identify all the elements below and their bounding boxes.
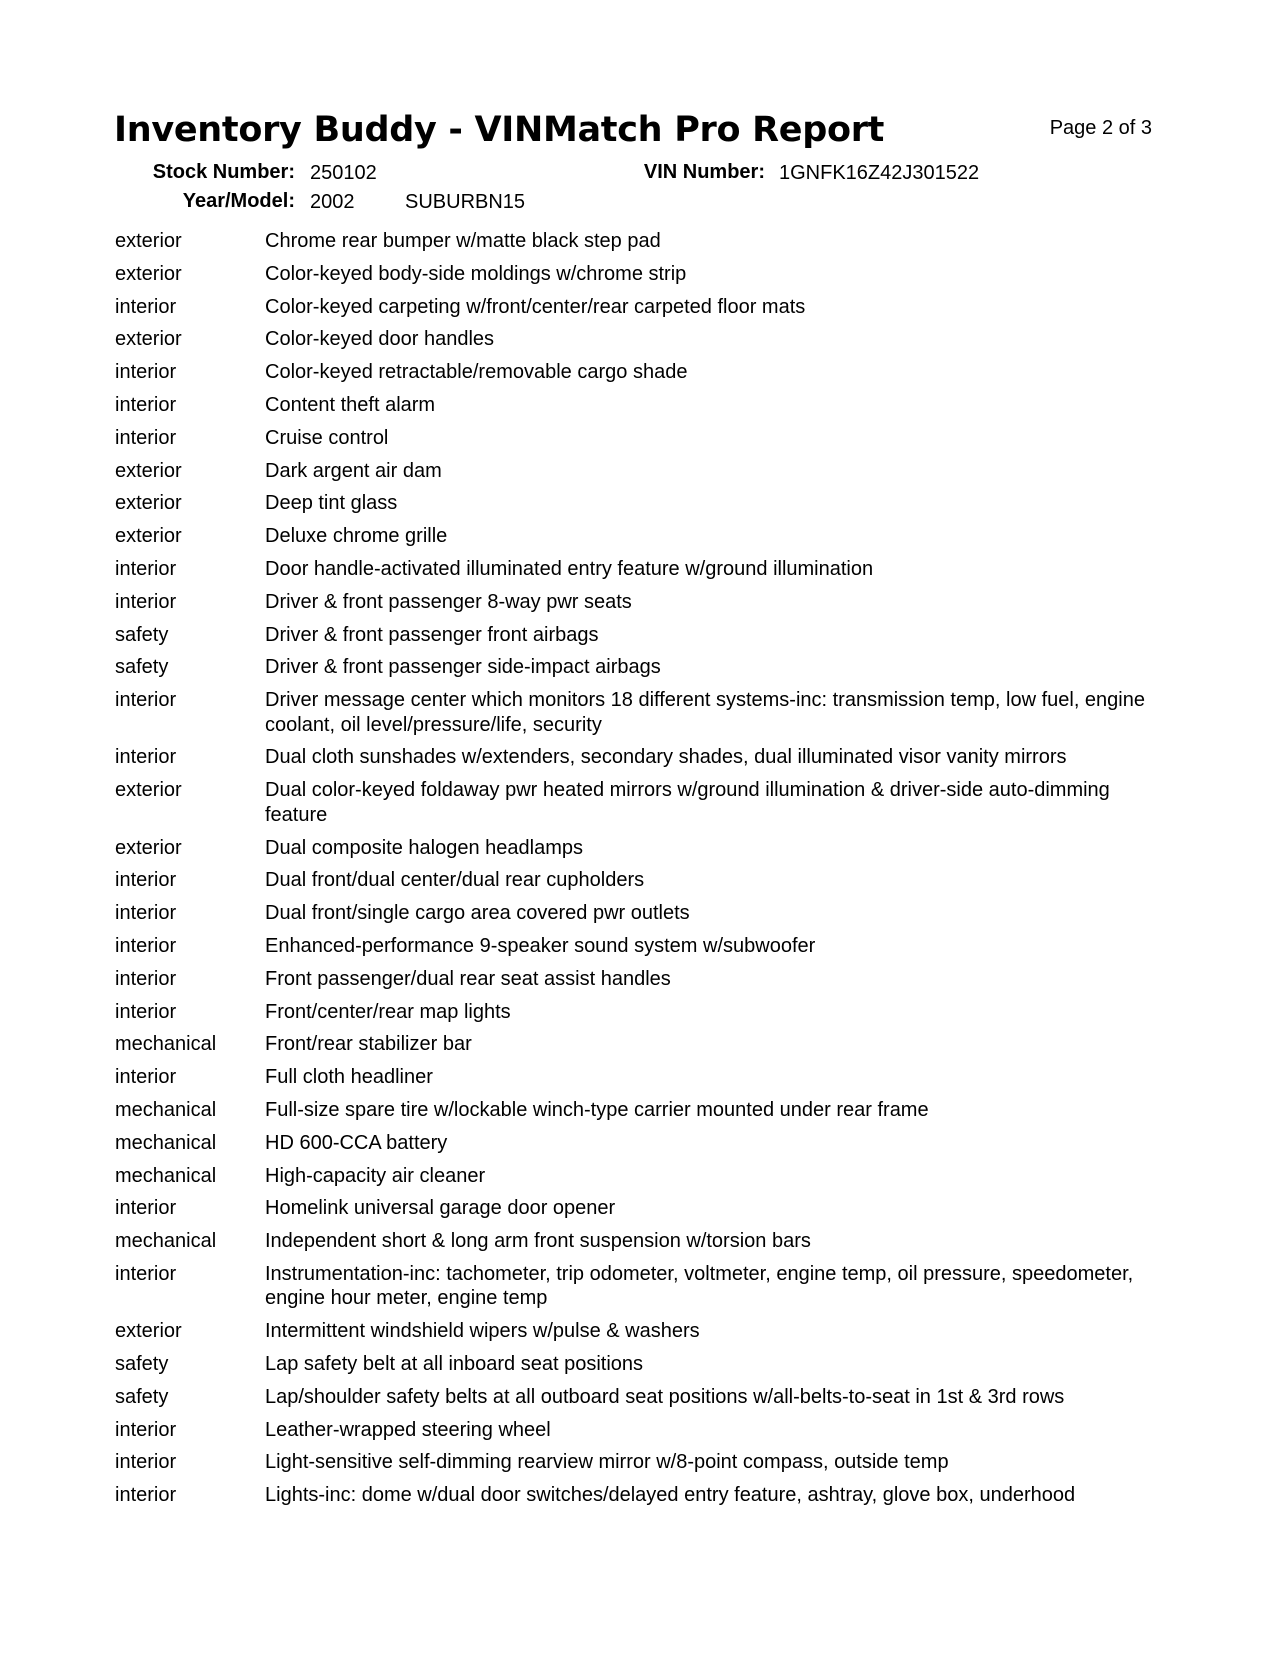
feature-category: interior bbox=[115, 1066, 177, 1089]
stock-number-value: 250102 bbox=[310, 162, 377, 184]
feature-row bbox=[115, 1032, 1165, 1065]
feature-row bbox=[115, 557, 1165, 590]
feature-category: interior bbox=[115, 361, 177, 384]
feature-description: Cruise control bbox=[265, 426, 389, 449]
model-value: SUBURBN15 bbox=[405, 191, 526, 213]
feature-category: interior bbox=[115, 1418, 177, 1441]
feature-category: mechanical bbox=[115, 1230, 217, 1253]
feature-row bbox=[115, 1262, 1165, 1319]
feature-category: interior bbox=[115, 557, 177, 580]
feature-row bbox=[115, 262, 1165, 295]
feature-row bbox=[115, 1319, 1165, 1352]
feature-category: mechanical bbox=[115, 1164, 217, 1187]
feature-category: exterior bbox=[115, 328, 182, 351]
feature-row bbox=[115, 1131, 1165, 1164]
feature-category: interior bbox=[115, 902, 177, 925]
page-number: Page 2 of 3 bbox=[1049, 117, 1152, 139]
feature-description: Driver & front passenger side-impact airbags bbox=[265, 656, 661, 679]
vin-number-label: VIN Number: bbox=[643, 161, 765, 183]
feature-row bbox=[115, 1352, 1165, 1385]
feature-row bbox=[115, 1450, 1165, 1483]
feature-row bbox=[115, 327, 1165, 360]
feature-row bbox=[115, 1196, 1165, 1229]
feature-description: Independent short & long arm front suspension w/torsion bars bbox=[265, 1230, 811, 1253]
feature-category: interior bbox=[115, 934, 177, 957]
feature-row bbox=[115, 1229, 1165, 1262]
feature-row bbox=[115, 426, 1165, 459]
feature-description: Driver message center which monitors 18 different systems-inc: transmission temp, low fuel, engine coolant, oil level/pressure/life, security bbox=[265, 689, 1145, 736]
feature-row bbox=[115, 229, 1165, 262]
feature-category: interior bbox=[115, 746, 177, 769]
feature-row bbox=[115, 524, 1165, 557]
feature-category: interior bbox=[115, 590, 177, 613]
feature-description: Driver & front passenger 8-way pwr seats bbox=[265, 590, 632, 613]
feature-description: Color-keyed carpeting w/front/center/rear carpeted floor mats bbox=[265, 295, 806, 318]
feature-row bbox=[115, 1098, 1165, 1131]
feature-category: mechanical bbox=[115, 1131, 217, 1154]
feature-description: Door handle-activated illuminated entry feature w/ground illumination bbox=[265, 557, 874, 580]
feature-row bbox=[115, 393, 1165, 426]
report-title: Inventory Buddy - VINMatch Pro Report bbox=[114, 110, 885, 150]
feature-description: Driver & front passenger front airbags bbox=[265, 623, 599, 646]
feature-category: exterior bbox=[115, 1320, 182, 1343]
feature-category: safety bbox=[115, 656, 169, 679]
feature-category: exterior bbox=[115, 525, 182, 548]
feature-description: Full-size spare tire w/lockable winch-type carrier mounted under rear frame bbox=[265, 1098, 929, 1121]
feature-row bbox=[115, 967, 1165, 1000]
stock-number-label: Stock Number: bbox=[152, 161, 295, 183]
feature-description: Dual color-keyed foldaway pwr heated mirrors w/ground illumination & driver-side auto-dimming feature bbox=[265, 779, 1110, 826]
feature-description: Dual cloth sunshades w/extenders, secondary shades, dual illuminated visor vanity mirrors bbox=[265, 746, 1067, 769]
feature-category: interior bbox=[115, 967, 177, 990]
feature-category: mechanical bbox=[115, 1098, 217, 1121]
feature-row bbox=[115, 491, 1165, 524]
feature-description: Front/center/rear map lights bbox=[265, 1000, 511, 1023]
feature-row bbox=[115, 901, 1165, 934]
feature-description: Deep tint glass bbox=[265, 492, 398, 515]
feature-row bbox=[115, 1065, 1165, 1098]
feature-row bbox=[115, 1483, 1165, 1516]
feature-description: Lap/shoulder safety belts at all outboard seat positions w/all-belts-to-seat in 1st & 3rd rows bbox=[265, 1385, 1065, 1408]
feature-row bbox=[115, 655, 1165, 688]
feature-row bbox=[115, 745, 1165, 778]
feature-description: Content theft alarm bbox=[265, 393, 436, 416]
feature-row bbox=[115, 836, 1165, 869]
feature-category: safety bbox=[115, 623, 169, 646]
feature-category: exterior bbox=[115, 262, 182, 285]
feature-category: interior bbox=[115, 1451, 177, 1474]
feature-row bbox=[115, 1385, 1165, 1418]
feature-category: interior bbox=[115, 426, 177, 449]
feature-description: Chrome rear bumper w/matte black step pad bbox=[265, 230, 661, 252]
feature-description: Light-sensitive self-dimming rearview mirror w/8-point compass, outside temp bbox=[265, 1451, 949, 1474]
feature-row bbox=[115, 459, 1165, 492]
feature-description: Intermittent windshield wipers w/pulse & washers bbox=[265, 1320, 700, 1343]
feature-description: Front/rear stabilizer bar bbox=[265, 1033, 472, 1056]
feature-description: Dual front/single cargo area covered pwr outlets bbox=[265, 902, 690, 925]
feature-row bbox=[115, 295, 1165, 328]
feature-category: interior bbox=[115, 689, 177, 712]
feature-category: exterior bbox=[115, 230, 182, 252]
feature-row bbox=[115, 590, 1165, 623]
feature-category: safety bbox=[115, 1353, 169, 1375]
feature-row bbox=[115, 868, 1165, 901]
feature-description: HD 600-CCA battery bbox=[265, 1131, 448, 1154]
feature-category: safety bbox=[115, 1385, 169, 1408]
feature-category: exterior bbox=[115, 492, 182, 515]
feature-description: Dual front/dual center/dual rear cupholders bbox=[265, 869, 645, 892]
feature-category: exterior bbox=[115, 459, 182, 482]
feature-row bbox=[115, 623, 1165, 656]
feature-category: exterior bbox=[115, 779, 182, 802]
feature-row bbox=[115, 688, 1165, 745]
feature-description: Color-keyed retractable/removable cargo shade bbox=[265, 361, 688, 384]
feature-category: mechanical bbox=[115, 1033, 217, 1056]
feature-description: Enhanced-performance 9-speaker sound system w/subwoofer bbox=[265, 934, 816, 957]
feature-category: interior bbox=[115, 869, 177, 892]
feature-row bbox=[115, 1000, 1165, 1033]
feature-row bbox=[115, 1418, 1165, 1451]
feature-category: interior bbox=[115, 1000, 177, 1023]
feature-description: Leather-wrapped steering wheel bbox=[265, 1418, 551, 1441]
year-value: 2002 bbox=[310, 191, 355, 213]
feature-row bbox=[115, 934, 1165, 967]
feature-list bbox=[115, 229, 1165, 1516]
feature-description: Homelink universal garage door opener bbox=[265, 1197, 616, 1220]
feature-category: interior bbox=[115, 1262, 177, 1285]
feature-row bbox=[115, 360, 1165, 393]
feature-description: High-capacity air cleaner bbox=[265, 1164, 486, 1187]
feature-description: Full cloth headliner bbox=[265, 1066, 433, 1089]
feature-description: Color-keyed door handles bbox=[265, 328, 495, 351]
feature-description: Dual composite halogen headlamps bbox=[265, 836, 583, 859]
feature-category: interior bbox=[115, 393, 177, 416]
feature-category: interior bbox=[115, 1197, 177, 1220]
feature-category: exterior bbox=[115, 836, 182, 859]
year-model-label: Year/Model: bbox=[182, 190, 295, 212]
feature-description: Deluxe chrome grille bbox=[265, 525, 448, 548]
feature-category: interior bbox=[115, 1484, 177, 1507]
vin-number-value: 1GNFK16Z42J301522 bbox=[779, 162, 980, 184]
feature-description: Front passenger/dual rear seat assist handles bbox=[265, 967, 671, 990]
feature-row bbox=[115, 1164, 1165, 1197]
feature-row bbox=[115, 778, 1165, 835]
feature-category: interior bbox=[115, 295, 177, 318]
feature-description: Lights-inc: dome w/dual door switches/delayed entry feature, ashtray, glove box, underhood bbox=[265, 1484, 1076, 1507]
feature-description: Color-keyed body-side moldings w/chrome strip bbox=[265, 262, 687, 285]
feature-description: Lap safety belt at all inboard seat positions bbox=[265, 1353, 644, 1375]
feature-description: Dark argent air dam bbox=[265, 459, 442, 482]
feature-description: Instrumentation-inc: tachometer, trip odometer, voltmeter, engine temp, oil pressure, speedometer, engine hour meter, engine temp bbox=[265, 1262, 1134, 1310]
